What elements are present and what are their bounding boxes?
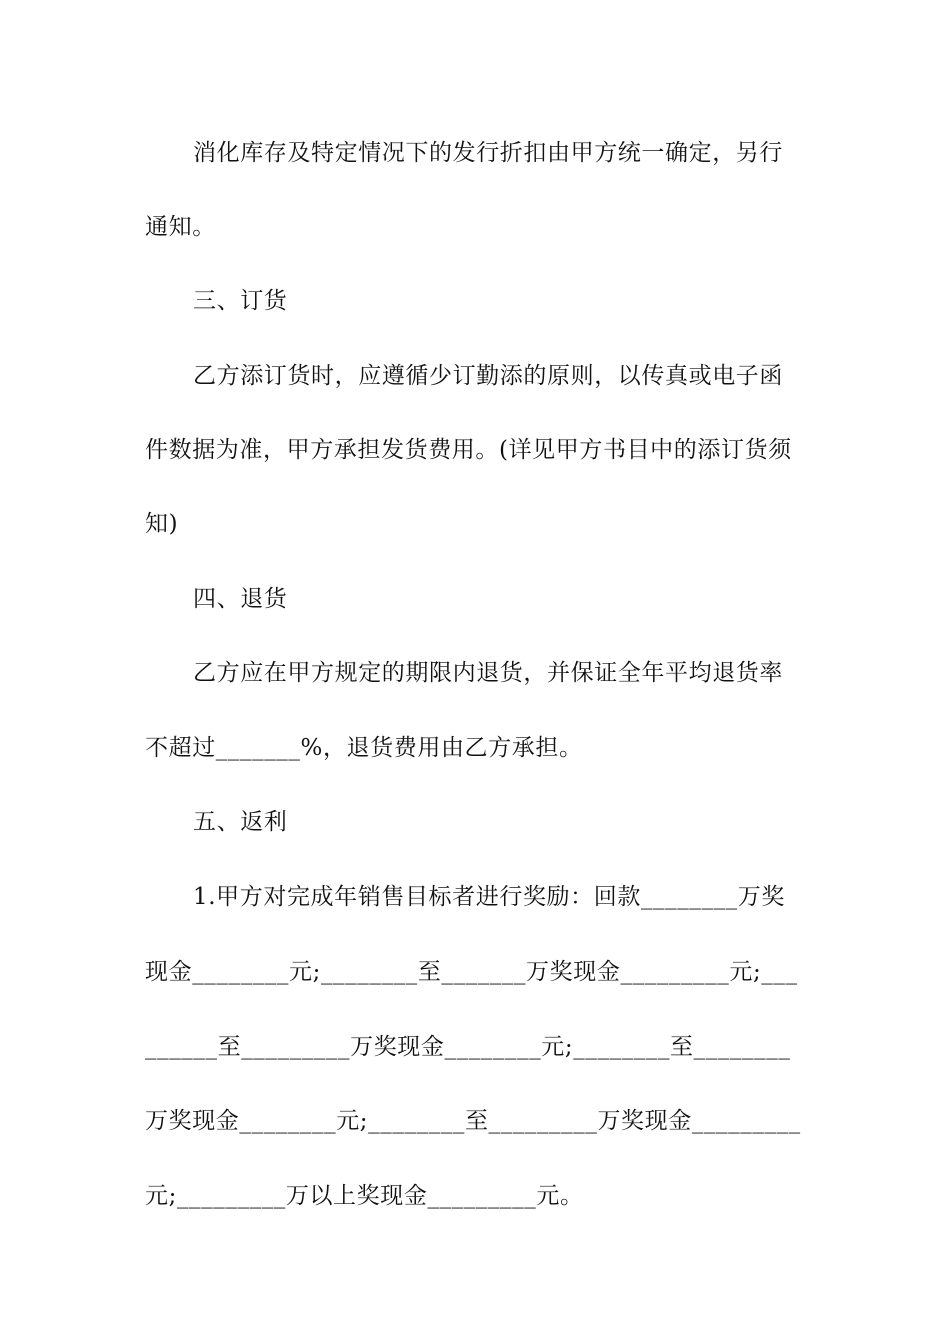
paragraph-returns-line-2: 不超过_______%，退货费用由乙方承担。 — [145, 735, 583, 761]
section-heading-ordering: 三、订货 — [193, 288, 288, 314]
paragraph-discount-line-2: 通知。 — [145, 214, 216, 240]
section-heading-returns: 四、退货 — [193, 586, 288, 612]
paragraph-rebate-line-1: 1.甲方对完成年销售目标者进行奖励：回款________万奖 — [193, 884, 785, 910]
paragraph-ordering-line-3: 知) — [145, 511, 179, 537]
paragraph-ordering-line-1: 乙方添订货时，应遵循少订勤添的原则，以传真或电子函 — [193, 363, 783, 389]
paragraph-rebate-line-4: 万奖现金________元;________至_________万奖现金_________ — [145, 1108, 801, 1134]
paragraph-rebate-line-2: 现金________元;________至_______万奖现金_________元;___ — [145, 959, 798, 985]
paragraph-discount-line-1: 消化库存及特定情况下的发行折扣由甲方统一确定，另行 — [193, 140, 783, 166]
paragraph-rebate-line-5: 元;_________万以上奖现金_________元。 — [145, 1183, 584, 1209]
paragraph-ordering-line-2: 件数据为准，甲方承担发货费用。(详见甲方书目中的添订货须 — [145, 437, 792, 463]
section-heading-rebate: 五、返利 — [193, 809, 288, 835]
paragraph-rebate-line-3: ______至_________万奖现金________元;________至________ — [145, 1034, 791, 1060]
paragraph-returns-line-1: 乙方应在甲方规定的期限内退货，并保证全年平均退货率 — [193, 660, 783, 686]
